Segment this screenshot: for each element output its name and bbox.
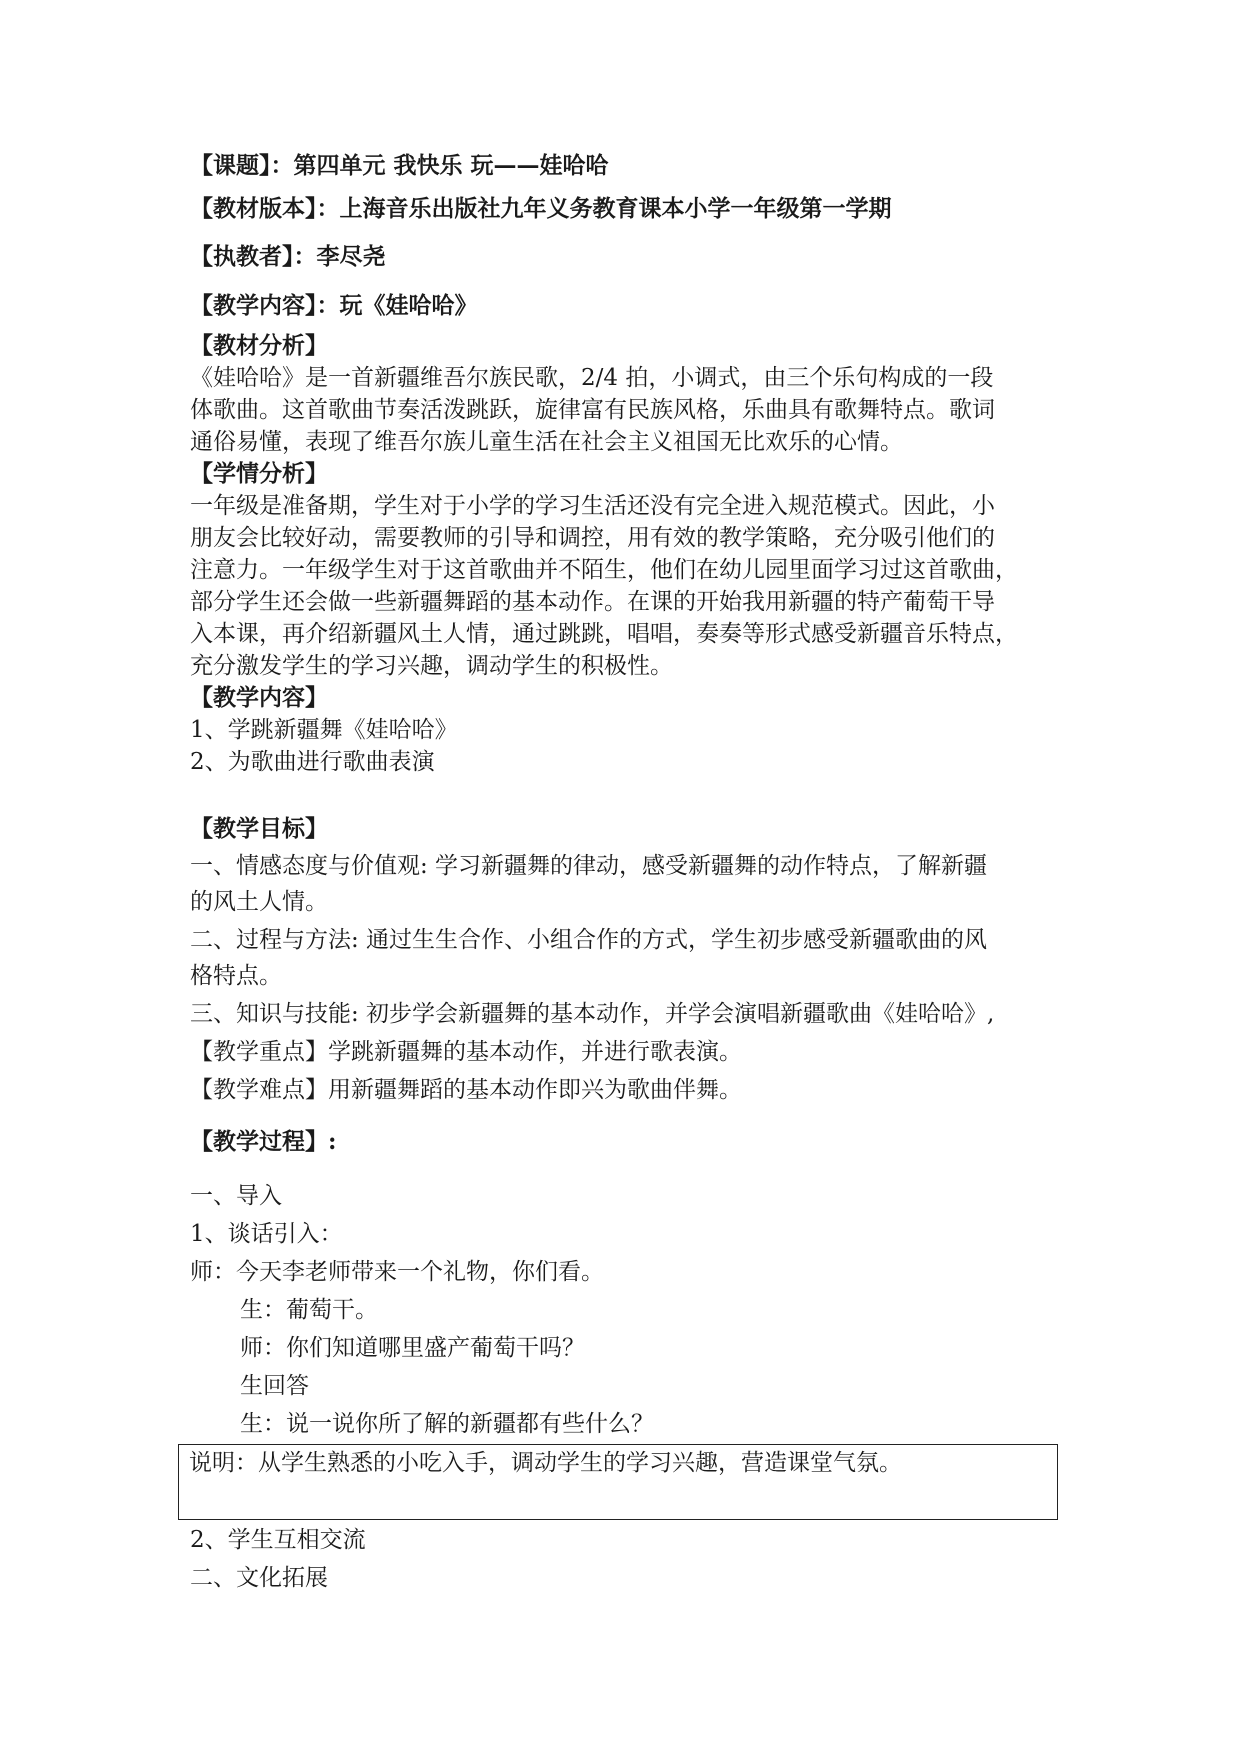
analysis-line: 通俗易懂，表现了维吾尔族儿童生活在社会主义祖国无比欢乐的心情。 xyxy=(190,429,903,455)
dialog-line: 生：葡萄干。 xyxy=(240,1297,378,1323)
process-step: 2、学生互相交流 xyxy=(190,1527,366,1553)
dialog-line: 师：你们知道哪里盛产葡萄干吗？ xyxy=(240,1335,585,1361)
teacher-label: 【执教者】： xyxy=(190,243,317,270)
goals-line: 二、过程与方法: 通过生生合作、小组合作的方式，学生初步感受新疆歌曲的风 xyxy=(190,927,988,953)
students-line: 朋友会比较好动，需要教师的引导和调控，用有效的教学策略，充分吸引他们的 xyxy=(190,525,995,551)
students-line: 部分学生还会做一些新疆舞蹈的基本动作。在课的开始我用新疆的特产葡萄干导 xyxy=(190,589,995,615)
content-value: 玩《娃哈哈》 xyxy=(339,292,478,319)
dialog-line: 生回答 xyxy=(240,1373,309,1399)
note-box xyxy=(178,1444,1058,1520)
goals-heading: 【教学目标】 xyxy=(190,815,328,842)
analysis-line: 《娃哈哈》是一首新疆维吾尔族民歌，2/4 拍，小调式，由三个乐句构成的一段 xyxy=(190,365,994,391)
difficult-point: 【教学难点】用新疆舞蹈的基本动作即兴为歌曲伴舞。 xyxy=(190,1077,742,1103)
lesson-title-value: 第四单元 我快乐 玩——娃哈哈 xyxy=(293,152,609,179)
analysis-heading: 【教材分析】 xyxy=(190,332,328,359)
process-section: 二、文化拓展 xyxy=(190,1565,328,1591)
students-line: 一年级是准备期，学生对于小学的学习生活还没有完全进入规范模式。因此，小 xyxy=(190,493,995,519)
note-text: 说明：从学生熟悉的小吃入手，调动学生的学习兴趣，营造课堂气氛。 xyxy=(189,1450,902,1476)
students-heading: 【学情分析】 xyxy=(190,460,328,487)
goals-line: 格特点。 xyxy=(190,963,282,989)
process-step: 1、谈话引入： xyxy=(190,1221,343,1247)
students-line: 入本课，再介绍新疆风土人情，通过跳跳，唱唱，奏奏等形式感受新疆音乐特点， xyxy=(190,621,1018,647)
content-label: 【教学内容】： xyxy=(190,292,340,319)
key-point: 【教学重点】学跳新疆舞的基本动作，并进行歌表演。 xyxy=(190,1039,742,1065)
content-item: 1、学跳新疆舞《娃哈哈》 xyxy=(190,717,458,743)
lesson-title-label: 【课题】： xyxy=(190,152,294,179)
content-item: 2、为歌曲进行歌曲表演 xyxy=(190,749,435,775)
dialog-line: 生：说一说你所了解的新疆都有些什么？ xyxy=(240,1411,654,1437)
process-heading: 【教学过程】: xyxy=(190,1128,337,1155)
goals-line: 的风土人情。 xyxy=(190,889,328,915)
edition-label: 【教材版本】： xyxy=(190,195,340,222)
students-line: 充分激发学生的学习兴趣，调动学生的积极性。 xyxy=(190,653,673,679)
lesson-title xyxy=(190,150,609,182)
goals-line: 一、情感态度与价值观: 学习新疆舞的律动，感受新疆舞的动作特点，了解新疆 xyxy=(190,853,988,879)
teacher xyxy=(190,241,386,273)
textbook-edition xyxy=(190,193,892,225)
dialog-line: 师：今天李老师带来一个礼物，你们看。 xyxy=(190,1259,604,1285)
goals-line: 三、知识与技能: 初步学会新疆舞的基本动作，并学会演唱新疆歌曲《娃哈哈》, xyxy=(190,1001,995,1027)
students-line: 注意力。一年级学生对于这首歌曲并不陌生，他们在幼儿园里面学习过这首歌曲， xyxy=(190,557,1018,583)
teaching-content-header xyxy=(190,290,478,322)
analysis-line: 体歌曲。这首歌曲节奏活泼跳跃，旋律富有民族风格，乐曲具有歌舞特点。歌词 xyxy=(190,397,995,423)
content-heading: 【教学内容】 xyxy=(190,684,328,711)
process-intro: 一、导入 xyxy=(190,1183,282,1209)
teacher-value: 李尽尧 xyxy=(316,243,386,270)
edition-value: 上海音乐出版社九年义务教育课本小学一年级第一学期 xyxy=(339,195,892,222)
